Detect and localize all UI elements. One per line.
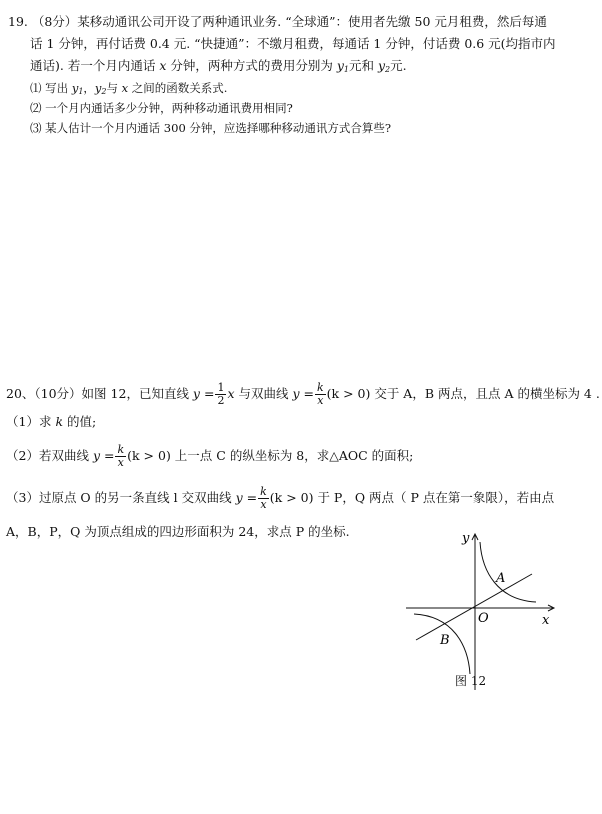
q20-part3-line2: A，B，P，Q 为顶点组成的四边形面积为 24，求点 P 的坐标. [6,524,350,539]
q19-line3-mid: 分钟，两种方式的费用分别为 [166,58,337,73]
coordinate-diagram [398,522,558,692]
label-point-b: B [440,633,450,648]
q20-intro: 20、（10分）如图 12，已知直线 y = $\frac{1}{2}$ x 与双曲线 y = $\frac{k}{x}$ (k > 0) 交于 A，B 两点，且点 A 的横坐标为 4 . [6,381,600,407]
q19-line3 [30,58,407,78]
fraction-k-over-x: $\frac{k}{x}$ [316,381,324,407]
q19-item3: ⑶ 某人估计一个月内通话 300 分钟，应选择哪种移动通讯方式合算些? [30,121,392,135]
q20-part1: （1）求 k 的值; [6,414,97,429]
var-y1: $y_1$ [336,58,349,74]
q19-item1: ⑴ 写出 $y_1$，$y_2$与 x 之间的函数关系式. [30,81,228,96]
q19-line3-and: 元和 [348,58,378,73]
line-through-origin [416,574,532,640]
var-y2: $y_2$ [377,58,391,74]
q20-part3: （3）过原点 O 的另一条直线 l 交双曲线 y = $\frac{k}{x}$ (k > 0) 于 P，Q 两点（ P 点在第一象限），若由点 [6,485,555,511]
label-y: y [462,531,470,546]
figure-12 [398,522,558,692]
hyperbola-branch-q1 [480,542,536,602]
q19-line2: 话 1 分钟，再付话费 0.4 元. “快捷通”：不缴月租费，每通话 1 分钟，付话费 0.6 元(均指市内 [30,36,556,51]
q19-line3-pre: 通话). 若一个月内通话 [30,58,160,73]
var-x: x [159,58,167,73]
figure-caption: 图 12 [455,674,487,688]
q19-item2: ⑵ 一个月内通话多少分钟，两种移动通讯费用相同? [30,101,293,115]
label-x: x [542,613,550,628]
q20-part2: （2）若双曲线 y = $\frac{k}{x}$ (k > 0) 上一点 C 的纵坐标为 8，求△AOC 的面积; [6,443,414,469]
label-origin: O [478,611,489,626]
q19-line3-end: 元. [390,58,407,73]
label-point-a: A [496,571,506,586]
q19-line1: 19. （8分）某移动通讯公司开设了两种通讯业务. “全球通”：使用者先缴 50 元月租费，然后每通 [8,14,547,29]
fraction-one-half: $\frac{1}{2}$ [217,381,225,407]
